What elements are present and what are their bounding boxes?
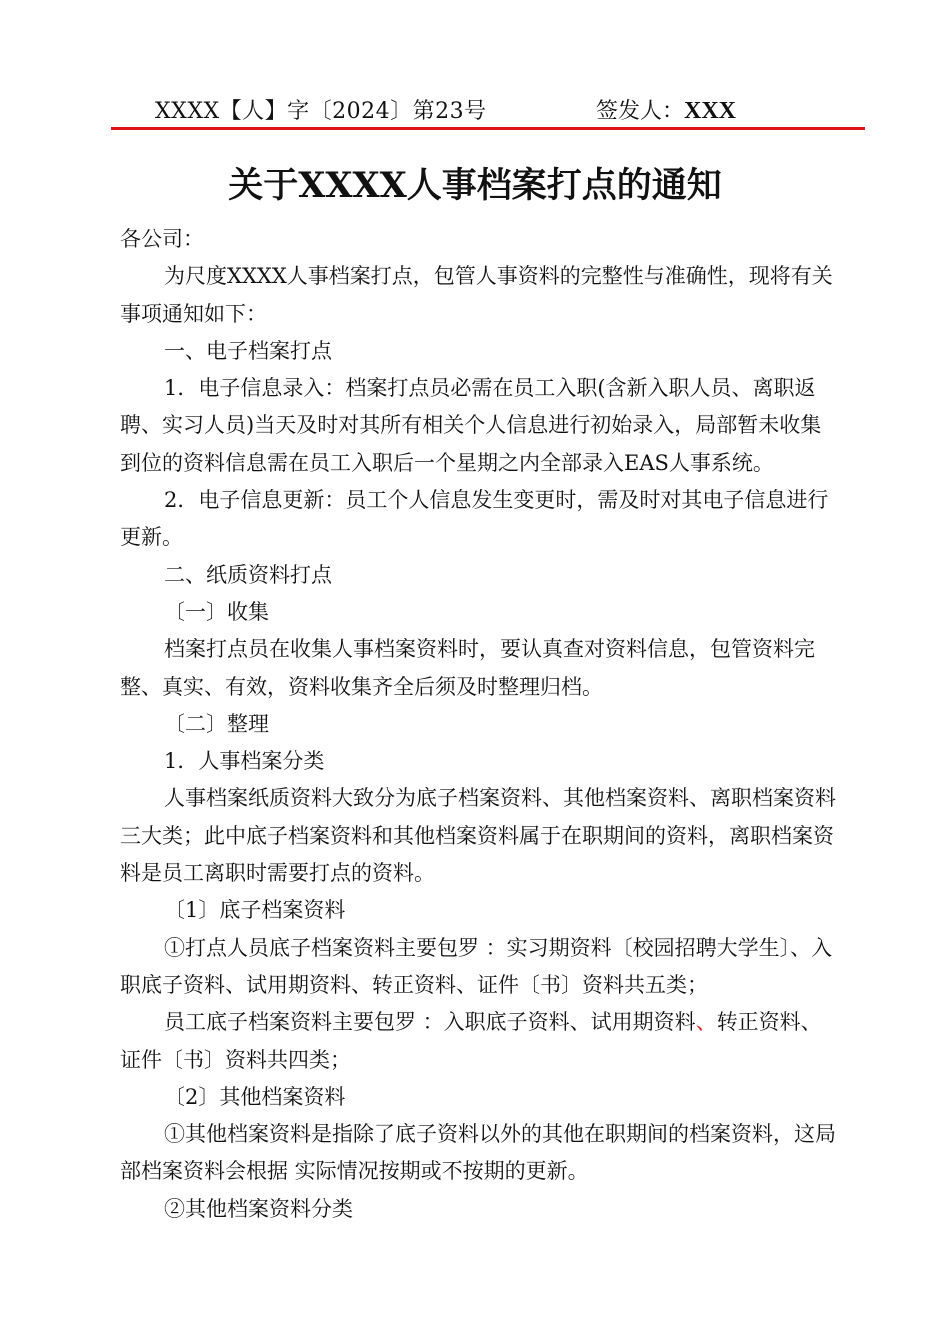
- intro-paragraph: 为尺度XXXX人事档案打点，包管人事资料的完整性与准确性，现将有关事项通知如下：: [120, 264, 833, 326]
- document-body: [120, 221, 840, 1228]
- classification-heading: 1．人事档案分类: [164, 749, 325, 774]
- other-records-heading: 〔2〕其他档案资料: [164, 1084, 346, 1109]
- other-records-paragraph-1: ①其他档案资料是指除了底子资料以外的其他在职期间的档案资料，这局部档案资料会根据 实际情况按期或不按期的更新。: [120, 1122, 836, 1184]
- document-number: XXXX【人】字〔2024〕第23号: [155, 99, 487, 124]
- red-header-rule: [111, 127, 865, 130]
- section-1-heading: 一、电子档案打点: [164, 338, 332, 363]
- issuer-name: XXX: [684, 98, 737, 124]
- issuer-line: [596, 94, 736, 125]
- basic-records-text-b: 转正资料、证件〔书〕资料共四类；: [120, 1010, 822, 1072]
- electronic-entry-paragraph: 1．电子信息录入：档案打点员必需在员工入职(含新入职人员、离职返聘、实习人员)当天及时对其所有相关个人信息进行初始录入，局部暂未收集到位的资料信息需在员工入职后一个星期之内全部录入EAS人事系统。: [120, 376, 822, 475]
- basic-records-paragraph-2: [120, 1004, 840, 1079]
- other-records-paragraph-2: ②其他档案资料分类: [164, 1196, 353, 1221]
- basic-records-paragraph-1: ①打点人员底子档案资料主要包罗 ：实习期资料〔校园招聘大学生〕、入职底子资料、试用期资料、转正资料、证件〔书〕资料共五类；: [120, 935, 833, 997]
- issuer-label: 签发人：: [596, 99, 685, 124]
- document-title: 关于XXXX人事档案打点的通知: [228, 165, 722, 206]
- classification-paragraph: 人事档案纸质资料大致分为底子档案资料、其他档案资料、离职档案资料三大类；此中底子档案资料和其他档案资料属于在职期间的资料，离职档案资料是员工离职时需要打点的资料。: [120, 786, 836, 886]
- organize-heading: 〔二〕整理: [164, 711, 269, 736]
- red-comma-mark: 、: [695, 1010, 717, 1035]
- basic-records-heading: 〔1〕底子档案资料: [164, 898, 346, 923]
- section-2-heading: 二、纸质资料打点: [164, 562, 332, 587]
- salutation: 各公司：: [120, 227, 204, 251]
- electronic-update-paragraph: 2．电子信息更新：员工个人信息发生变更时，需及时对其电子信息进行更新。: [120, 488, 829, 550]
- collect-paragraph: 档案打点员在收集人事档案资料时，要认真查对资料信息，包管资料完整、真实、有效，资料收集齐全后须及时整理归档。: [120, 637, 815, 699]
- collect-heading: 〔一〕收集: [164, 599, 269, 624]
- basic-records-text-a: 员工底子档案资料主要包罗 ：入职底子资料、试用期资料: [164, 1010, 696, 1035]
